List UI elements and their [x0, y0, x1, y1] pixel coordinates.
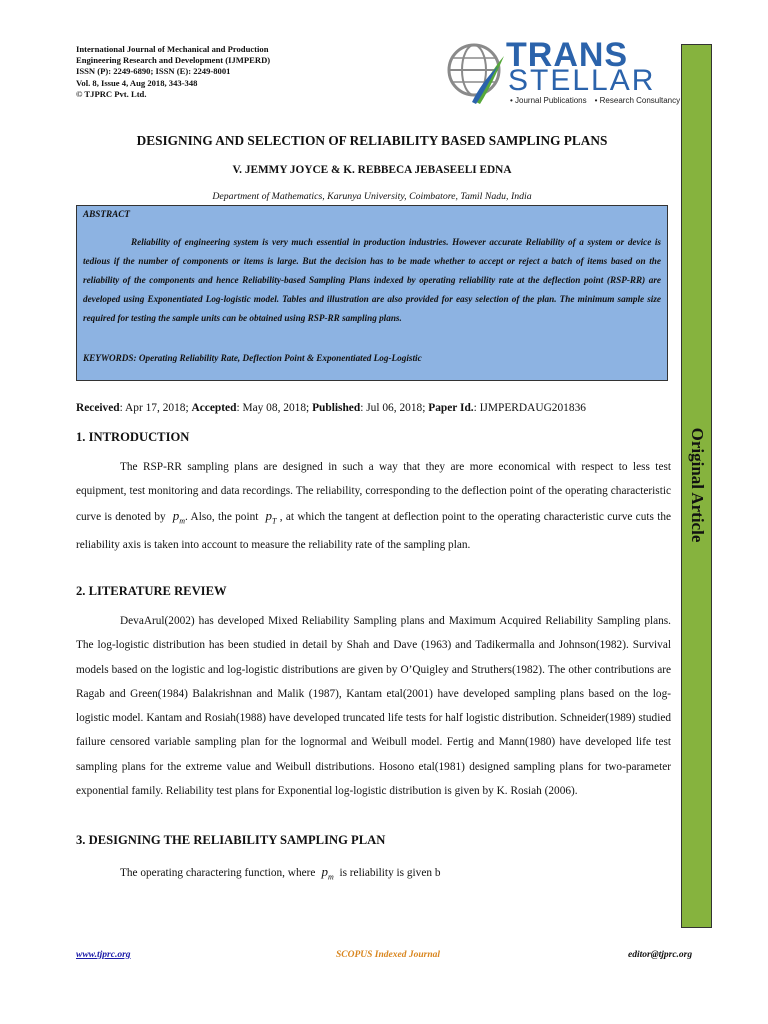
section-heading-design: 3. DESIGNING THE RELIABILITY SAMPLING PLAN	[76, 833, 386, 847]
side-tab	[681, 44, 712, 928]
abstract-text: Reliability of engineering system is very much essential in production industries. However accurate Reliability of a system or device is tedious if the number of components or items is large. But the decision has to be made whether to accept or reject a batch of items based on the reliability of the components and hence Reliability-based Sampling Plans indexed by operating reliability rate at the deflection point (RSP-RR) are developed using Exponentiated Log-logistic model. Tables and illustration are also provided for easy selection of the plan. The minimum sample size required for testing the sample units can be obtained using RSP-RR sampling plans.	[83, 237, 661, 323]
journal-line: © TJPRC Pvt. Ltd.	[76, 88, 147, 99]
tagline-research: • Research Consultancy	[594, 96, 681, 105]
footer-website-link[interactable]: www.tjprc.org	[76, 950, 131, 960]
received-label: Received	[76, 402, 120, 414]
published-date: Jul 06, 2018;	[366, 402, 426, 414]
pm-symbol: $p_m$	[172, 507, 186, 526]
received-date: Apr 17, 2018;	[125, 402, 189, 414]
accepted-label: Accepted	[191, 402, 237, 414]
design-text-b: is reliability is given b	[339, 867, 441, 879]
accepted-date: May 08, 2018;	[242, 402, 310, 414]
journal-line: Vol. 8, Issue 4, Aug 2018, 343-348	[76, 77, 198, 88]
globe-icon	[446, 40, 506, 106]
journal-line: Engineering Research and Development (IJMPERD)	[76, 55, 271, 66]
published-label: Published	[312, 402, 361, 414]
design-text-a: The operating charactering function, where	[120, 867, 316, 879]
footer-scopus: SCOPUS Indexed Journal	[336, 950, 440, 960]
paper-id: IJMPERDAUG201836	[479, 402, 586, 414]
literature-paragraph: DevaArul(2002) has developed Mixed Reliability Sampling plans and Maximum Acquired Reliability Sampling plans. The log-logistic distribution has been studied in detail by Shah and Dave (1963) and Tadikermalla and Johnson(1982). Survival models based on the logistic and log-logistic distributions are given by O’Quigley and Struthers(1982). The other contributions are Ragab and Green(1984) Balakrishnan and Malik (1987), Kantam etal(2001) have developed sampling plans based on the log-logistic model. Kantam and Rosiah(1988) have developed truncated life tests for half logistic distribution. Schneider(1989) studied failure censored variable sampling plan for the lognormal and Weibull model. Fertig and Mann(1980) have developed life test sampling plans for the extreme value and Weibull distributions. Hosono etal(1981) designed sampling plans for two-parameter exponential family. Reliability test plans for Exponential log-logistic distribution is given by K. Rosiah (2006).	[76, 615, 671, 798]
section-heading-introduction: 1. INTRODUCTION	[76, 430, 190, 444]
journal-info	[76, 44, 376, 100]
side-tab-label: Original Article	[687, 427, 707, 543]
section-heading-literature: 2. LITERATURE REVIEW	[76, 584, 227, 598]
design-paragraph	[76, 860, 671, 890]
tagline-journal: • Journal Publications	[510, 96, 587, 105]
intro-text-a: The RSP-RR sampling plans are designed in such a way that they are more economical with respect to less test equipment, test monitoring and data recordings. The reliability, corresponding to the deflection point of the operating characteristic curve is denoted by	[76, 461, 671, 523]
abstract-heading: ABSTRACT	[83, 209, 130, 219]
logo-word-stellar: STELLAR	[508, 64, 656, 97]
abstract-box	[76, 205, 668, 381]
authors: V. JEMMY JOYCE & K. REBBECA JEBASEELI EDNA	[232, 164, 512, 176]
logo-tagline	[510, 96, 680, 105]
pm-symbol: $p_m$	[321, 864, 334, 882]
logo-word-trans: TRANS	[506, 36, 629, 74]
trans-stellar-logo	[446, 36, 681, 108]
intro-text-b: . Also, the point	[185, 510, 259, 523]
keywords: KEYWORDS: Operating Reliability Rate, Deflection Point & Exponentiated Log-Logistic	[83, 353, 422, 363]
received-line: Received: Apr 17, 2018; Accepted: May 08, 2018; Published: Jul 06, 2018; Paper Id.: IJMPERDAUG201836	[76, 402, 586, 414]
paper-id-label: Paper Id.	[428, 402, 474, 414]
journal-line: International Journal of Mechanical and Production	[76, 44, 269, 54]
intro-paragraph	[76, 455, 671, 558]
pt-symbol: $p_T$	[265, 507, 277, 526]
paper-title: DESIGNING AND SELECTION OF RELIABILITY BASED SAMPLING PLANS	[136, 133, 608, 148]
affiliation: Department of Mathematics, Karunya University, Coimbatore, Tamil Nadu, India	[212, 191, 532, 202]
footer-email[interactable]: editor@tjprc.org	[628, 950, 693, 960]
intro-text-c: , at which the tangent at deflection point to the operating characteristic curve cuts the reliability axis is taken into account to measure the reliability rate of the sampling plan.	[76, 510, 672, 552]
journal-line: ISSN (P): 2249-6890; ISSN (E): 2249-8001	[76, 66, 231, 77]
